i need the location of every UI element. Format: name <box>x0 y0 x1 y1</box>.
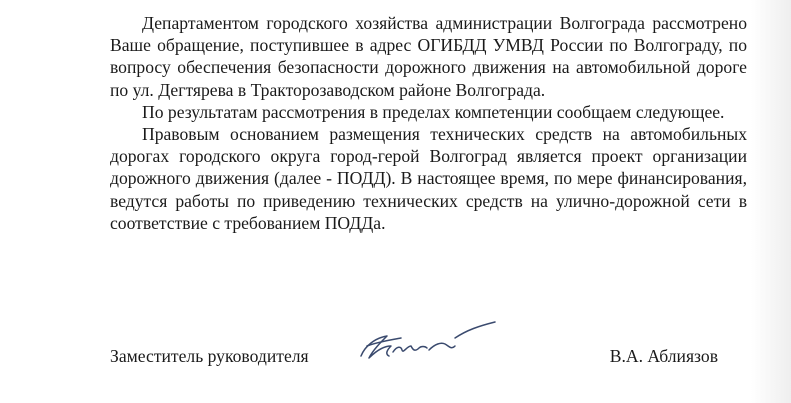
paragraph-request: Департаментом городского хозяйства администрации Волгограда рассмотрено Ваше обращение, поступившее в адрес ОГИБДД УМВД России по Волгограду, по вопросу обеспечения безопасности дорожного движения на автомобильной дороге по ул. Дегтярева в Тракторозаводском районе Волгограда. <box>110 13 747 100</box>
letter-body <box>110 12 747 234</box>
paragraph-results: По результатам рассмотрения в пределах компетенции сообщаем следующее. <box>142 101 725 122</box>
signer-name: В.А. Аблиязов <box>609 346 718 366</box>
signer-title: Заместитель руководителя <box>110 346 309 366</box>
scan-edge-shadow <box>751 0 791 403</box>
paragraph-legal-basis: Правовым основанием размещения технических средств на автомобильных дорогах городского округа город-герой Волгоград является проект организации дорожного движения (далее - ПОДД). В настоящее время, по мере финансирования, ведутся работы по приведению технических средств на улично-дорожной сети в соответствие с требованием ПОДДа. <box>110 124 747 233</box>
handwritten-signature-icon <box>355 316 505 366</box>
